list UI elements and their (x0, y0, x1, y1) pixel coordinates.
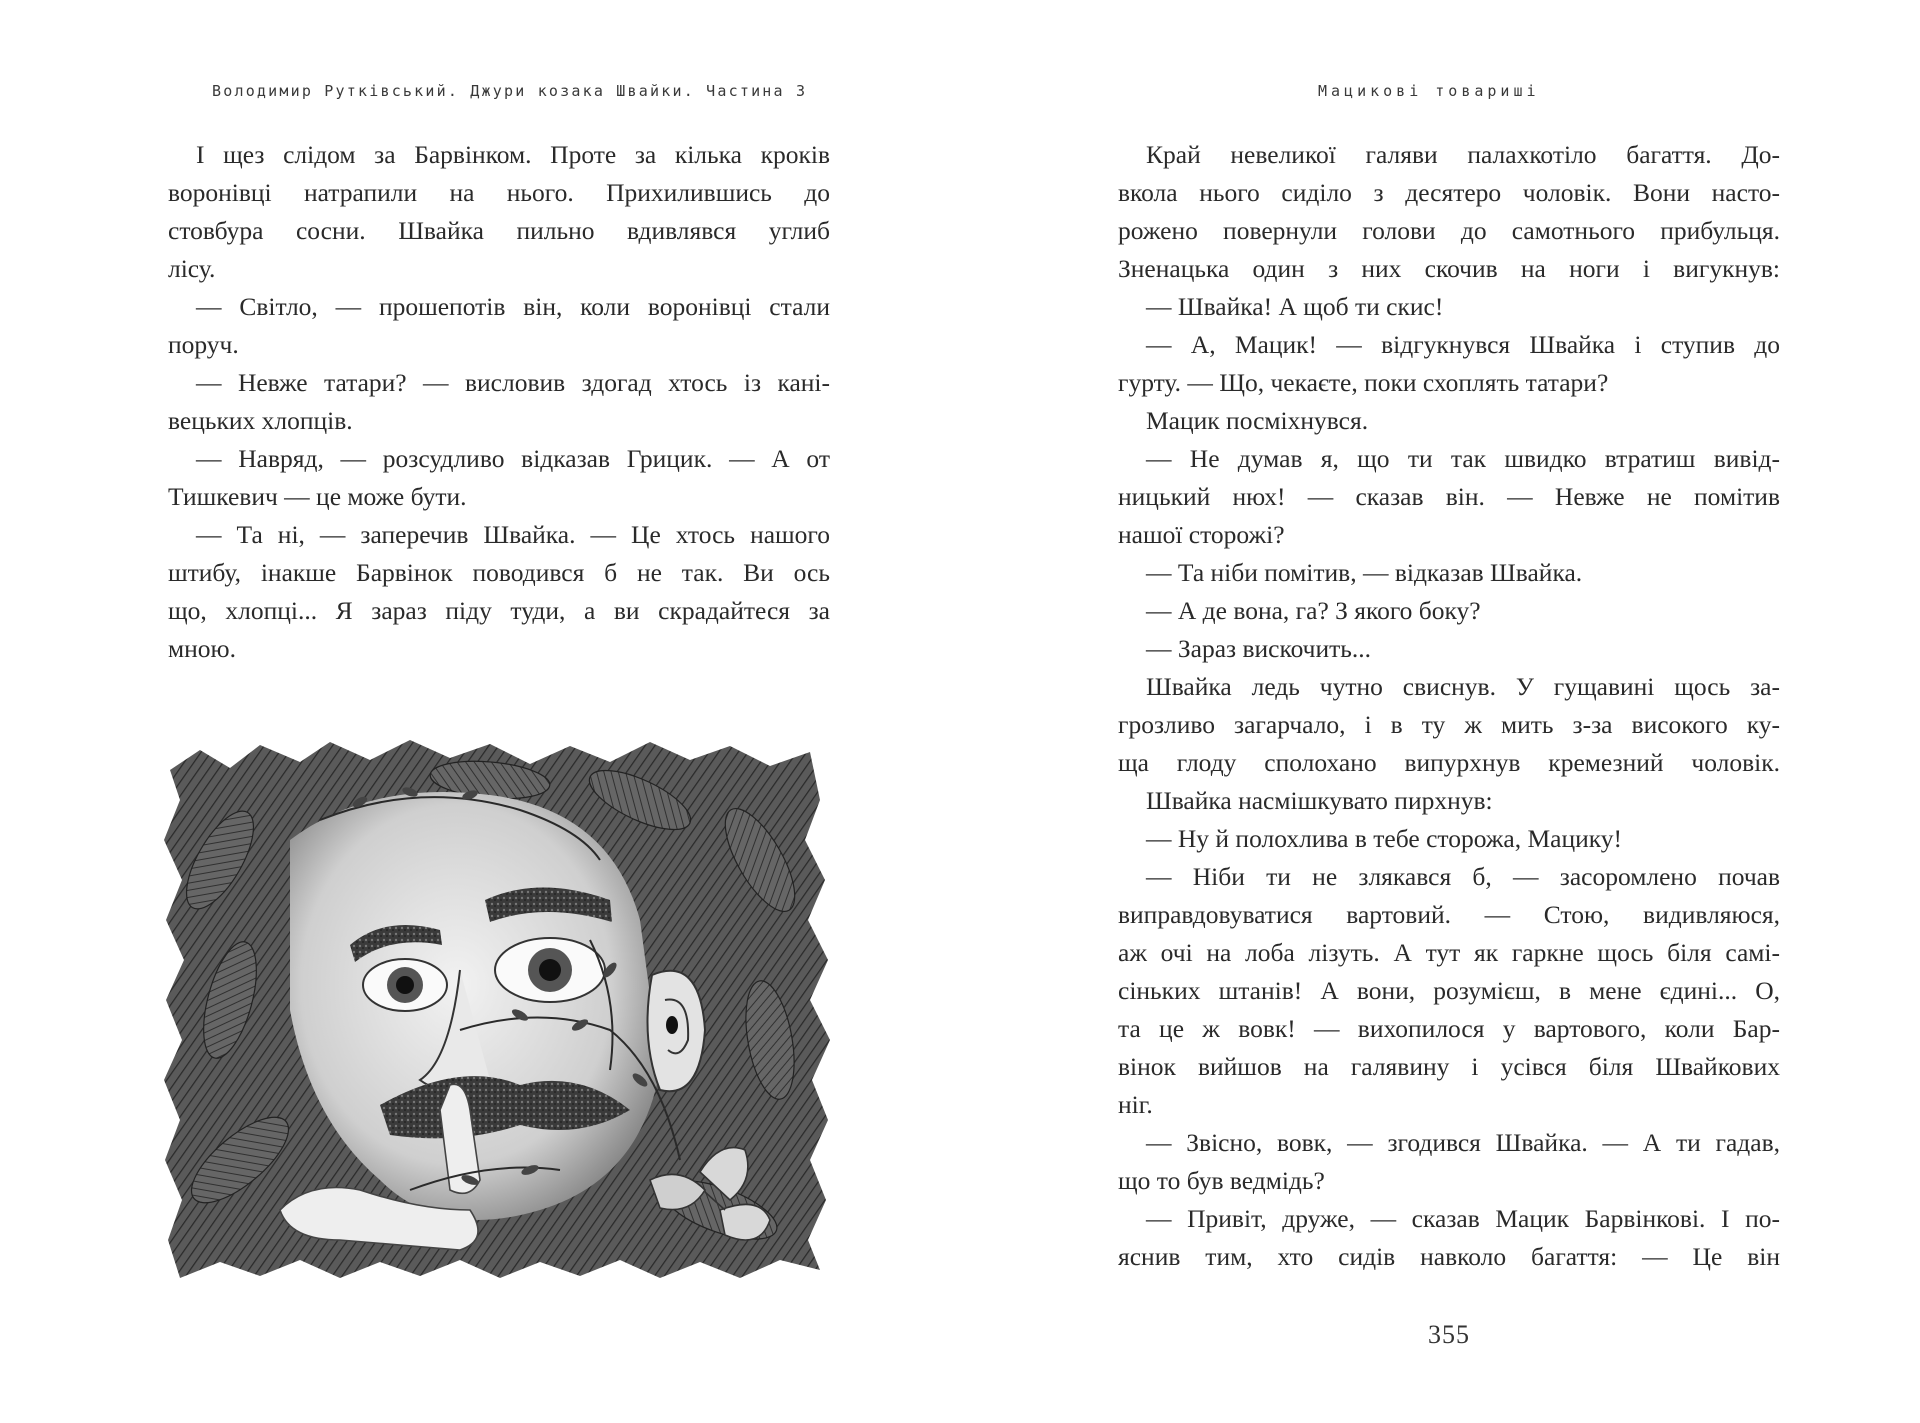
text-line: Зненацька один з них скочив на ноги і вигукнув: (1118, 254, 1780, 283)
text-line: нашої сторожі? (1118, 520, 1285, 549)
text-line: вкола нього сиділо з десятеро чоловік. Вони насто- (1118, 178, 1780, 207)
text-line: штибу, інакше Барвінок поводився б не так. Ви ось (168, 558, 830, 587)
text-line: та це ж вовк! — вихопилося у вартового, коли Бар- (1118, 1014, 1780, 1043)
text-line: — Привіт, друже, — сказав Мацик Барвінкові. І по- (1146, 1204, 1780, 1233)
text-line: сіньких штанів! А вони, розумієш, в мене єдині... О, (1118, 976, 1780, 1005)
right-page (960, 0, 1920, 1423)
text-line: — Невже татари? — висловив здогад хтось із кані- (196, 368, 830, 397)
text-line: — Зараз вискочить... (1146, 634, 1372, 663)
text-line: — Ніби ти не злякався б, — засоромлено почав (1146, 862, 1780, 891)
illustration-man-in-leaves-icon (160, 740, 832, 1280)
text-line: — Навряд, — розсудливо відказав Грицик. — А от (196, 444, 830, 473)
text-line: ницький нюх! — сказав він. — Невже не помітив (1118, 482, 1780, 511)
text-line: воронівці натрапили на нього. Прихилившись до (168, 178, 830, 207)
text-line: Мацик посміхнувся. (1146, 406, 1369, 435)
text-line: поруч. (168, 330, 239, 359)
text-line: лісу. (168, 254, 216, 283)
text-line: що, хлопці... Я зараз піду туди, а ви скрадайтеся за (168, 596, 830, 625)
running-head-chapter-title: Мацикові товариші (1318, 82, 1540, 100)
text-line: — Та ніби помітив, — відказав Швайка. (1146, 558, 1583, 587)
text-line: рожено повернули голови до самотнього прибульця. (1118, 216, 1780, 245)
text-line: І щез слідом за Барвінком. Проте за кілька кроків (196, 140, 830, 169)
text-line: вецьких хлопців. (168, 406, 353, 435)
text-line: — А, Мацик! — відгукнувся Швайка і ступив до (1146, 330, 1780, 359)
text-line: що то був ведмідь? (1118, 1166, 1325, 1195)
text-line: — Не думав я, що ти так швидко втратиш вивід- (1146, 444, 1780, 473)
text-line: — Ну й полохлива в тебе сторожа, Мацику! (1146, 824, 1623, 853)
text-line: Швайка ледь чутно свиснув. У гущавині щось за- (1146, 672, 1780, 701)
text-line: Швайка насмішкувато пирхнув: (1146, 786, 1493, 815)
text-line: стовбура сосни. Швайка пильно вдивлявся углиб (168, 216, 830, 245)
text-line: мною. (168, 634, 236, 663)
text-line: гурту. — Що, чекаєте, поки схоплять татари? (1118, 368, 1609, 397)
illustration-svg (160, 740, 832, 1280)
text-line: Тишкевич — це може бути. (168, 482, 467, 511)
text-line: ща глоду сполохано випурхнув кремезний чоловік. (1118, 748, 1780, 777)
text-line: — Швайка! А щоб ти скис! (1146, 292, 1444, 321)
text-line: — Та ні, — заперечив Швайка. — Це хтось нашого (196, 520, 830, 549)
page-number: 355 (1428, 1320, 1470, 1349)
running-head-author-title: Володимир Рутківський. Джури козака Швайки. Частина 3 (212, 82, 808, 100)
text-line: Край невеликої галяви палахкотіло багаття. До- (1146, 140, 1780, 169)
text-line: — Звісно, вовк, — згодився Швайка. — А ти гадав, (1146, 1128, 1780, 1157)
text-line: виправдовуватися вартовий. — Стою, видивляюся, (1118, 900, 1780, 929)
right-page-text (1118, 136, 1780, 1276)
text-line: яснив тим, хто сидів навколо багаття: — Це він (1118, 1242, 1780, 1271)
text-line: аж очі на лоба лізуть. А тут як гаркне щось біля самі- (1118, 938, 1780, 967)
text-line: грозливо загарчало, і в ту ж мить з-за високого ку- (1118, 710, 1780, 739)
text-line: — Світло, — прошепотів він, коли воронівці стали (196, 292, 830, 321)
left-page-text (168, 136, 830, 668)
text-line: вінок вийшов на галявину і усівся біля Швайкових (1118, 1052, 1780, 1081)
text-line: ніг. (1118, 1090, 1153, 1119)
text-line: — А де вона, га? З якого боку? (1146, 596, 1481, 625)
